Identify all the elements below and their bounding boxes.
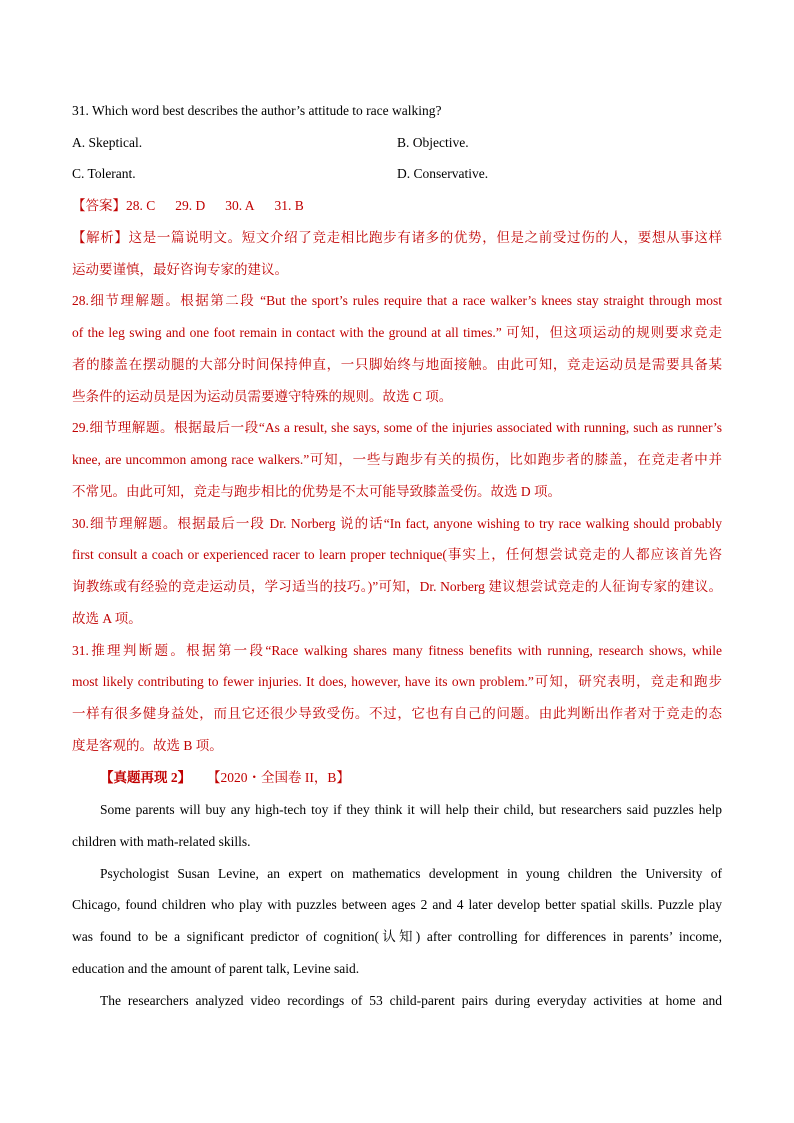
passage-line: The researchers analyzed video recordings of 53 child-parent pairs during everyday activities at home and xyxy=(100,993,722,1008)
answer-item: 29. D xyxy=(175,198,206,213)
q30-line: 询教练或有经验的竞走运动员，学习适当的技巧。)”可知，Dr. Norberg 建议想尝试竞走的人征询专家的建议。 xyxy=(72,579,722,594)
option-a: A. Skeptical. xyxy=(72,135,143,150)
analysis-summary-text: 这是一篇说明文。短文介绍了竞走相比跑步有诸多的优势，但是之前受过伤的人，要想从事这样 xyxy=(128,230,722,245)
q29-line: 29.细节理解题。根据最后一段“As a result, she says, some of the injuries associated with running, such as runner’s xyxy=(72,420,722,435)
passage-line: Chicago, found children who play with puzzles between ages 2 and 4 later develop better spatial skills. Puzzle play xyxy=(72,897,722,912)
q28-line: 者的膝盖在摆动腿的大部分时间保持伸直，一只脚始终与地面接触。由此可知，竞走运动员是需要具备某 xyxy=(72,357,722,372)
q28-line: 28.细节理解题。根据第二段 “But the sport’s rules require that a race walker’s knees stay straight through most xyxy=(72,293,722,308)
option-d: D. Conservative. xyxy=(397,166,489,181)
passage-line: Psychologist Susan Levine, an expert on mathematics development in young children the University of xyxy=(100,866,722,881)
answer-item: 30. A xyxy=(225,198,255,213)
passage-line: was found to be a significant predictor of cognition(认知) after controlling for differences in parents’ income, xyxy=(72,929,722,944)
section-source: 【2020・全国卷 II，B】 xyxy=(207,770,350,785)
q28-line: 些条件的运动员是因为运动员需要遵守特殊的规则。故选 C 项。 xyxy=(72,389,453,404)
section-title: 【真题再现 2】 xyxy=(100,770,192,785)
q30-line: 故选 A 项。 xyxy=(72,611,142,626)
q29-line: 不常见。由此可知，竞走与跑步相比的优势是不太可能导致膝盖受伤。故选 D 项。 xyxy=(72,484,561,499)
q31-line: 度是客观的。故选 B 项。 xyxy=(72,738,223,753)
answer-line xyxy=(72,197,722,215)
answer-label: 【答案】 xyxy=(72,198,126,213)
q31-line: 31.推理判断题。根据第一段“Race walking shares many fitness benefits with running, research shows, while xyxy=(72,643,722,658)
q30-line: first consult a coach or experienced racer to learn proper technique(事实上，任何想尝试竞走的人都应该首先咨 xyxy=(72,547,722,562)
option-c: C. Tolerant. xyxy=(72,166,136,181)
passage-line: education and the amount of parent talk, Levine said. xyxy=(72,961,360,976)
analysis-label: 【解析】 xyxy=(72,230,129,245)
q30-line: 30.细节理解题。根据最后一段 Dr. Norberg 说的话“In fact, anyone wishing to try race walking should probably xyxy=(72,516,722,531)
option-b: B. Objective. xyxy=(397,135,469,150)
q31-line: 一样有很多健身益处，而且它还很少导致受伤。不过，它也有自己的问题。由此判断出作者对于竞走的态 xyxy=(72,706,722,721)
analysis-summary-line-1 xyxy=(72,229,722,247)
passage-line: children with math-related skills. xyxy=(72,834,251,849)
analysis-summary-line-2: 运动要谨慎，最好咨询专家的建议。 xyxy=(72,262,288,277)
answer-item: 31. B xyxy=(274,198,304,213)
answer-item: 28. C xyxy=(126,198,156,213)
q29-line: knee, are uncommon among race walkers.”可知，一些与跑步有关的损伤，比如跑步者的膝盖，在竞走者中并 xyxy=(72,452,722,467)
passage-line: Some parents will buy any high-tech toy if they think it will help their child, but researchers said puzzles help xyxy=(100,802,722,817)
q28-line: of the leg swing and one foot remain in contact with the ground at all times.” 可知，但这项运动的规则要求竞走 xyxy=(72,325,722,340)
q31-line: most likely contributing to fewer injuries. It does, however, have its own problem.”可知，研究表明，竞走和跑步 xyxy=(72,674,722,689)
question-stem: 31. Which word best describes the author’s attitude to race walking? xyxy=(72,103,442,118)
